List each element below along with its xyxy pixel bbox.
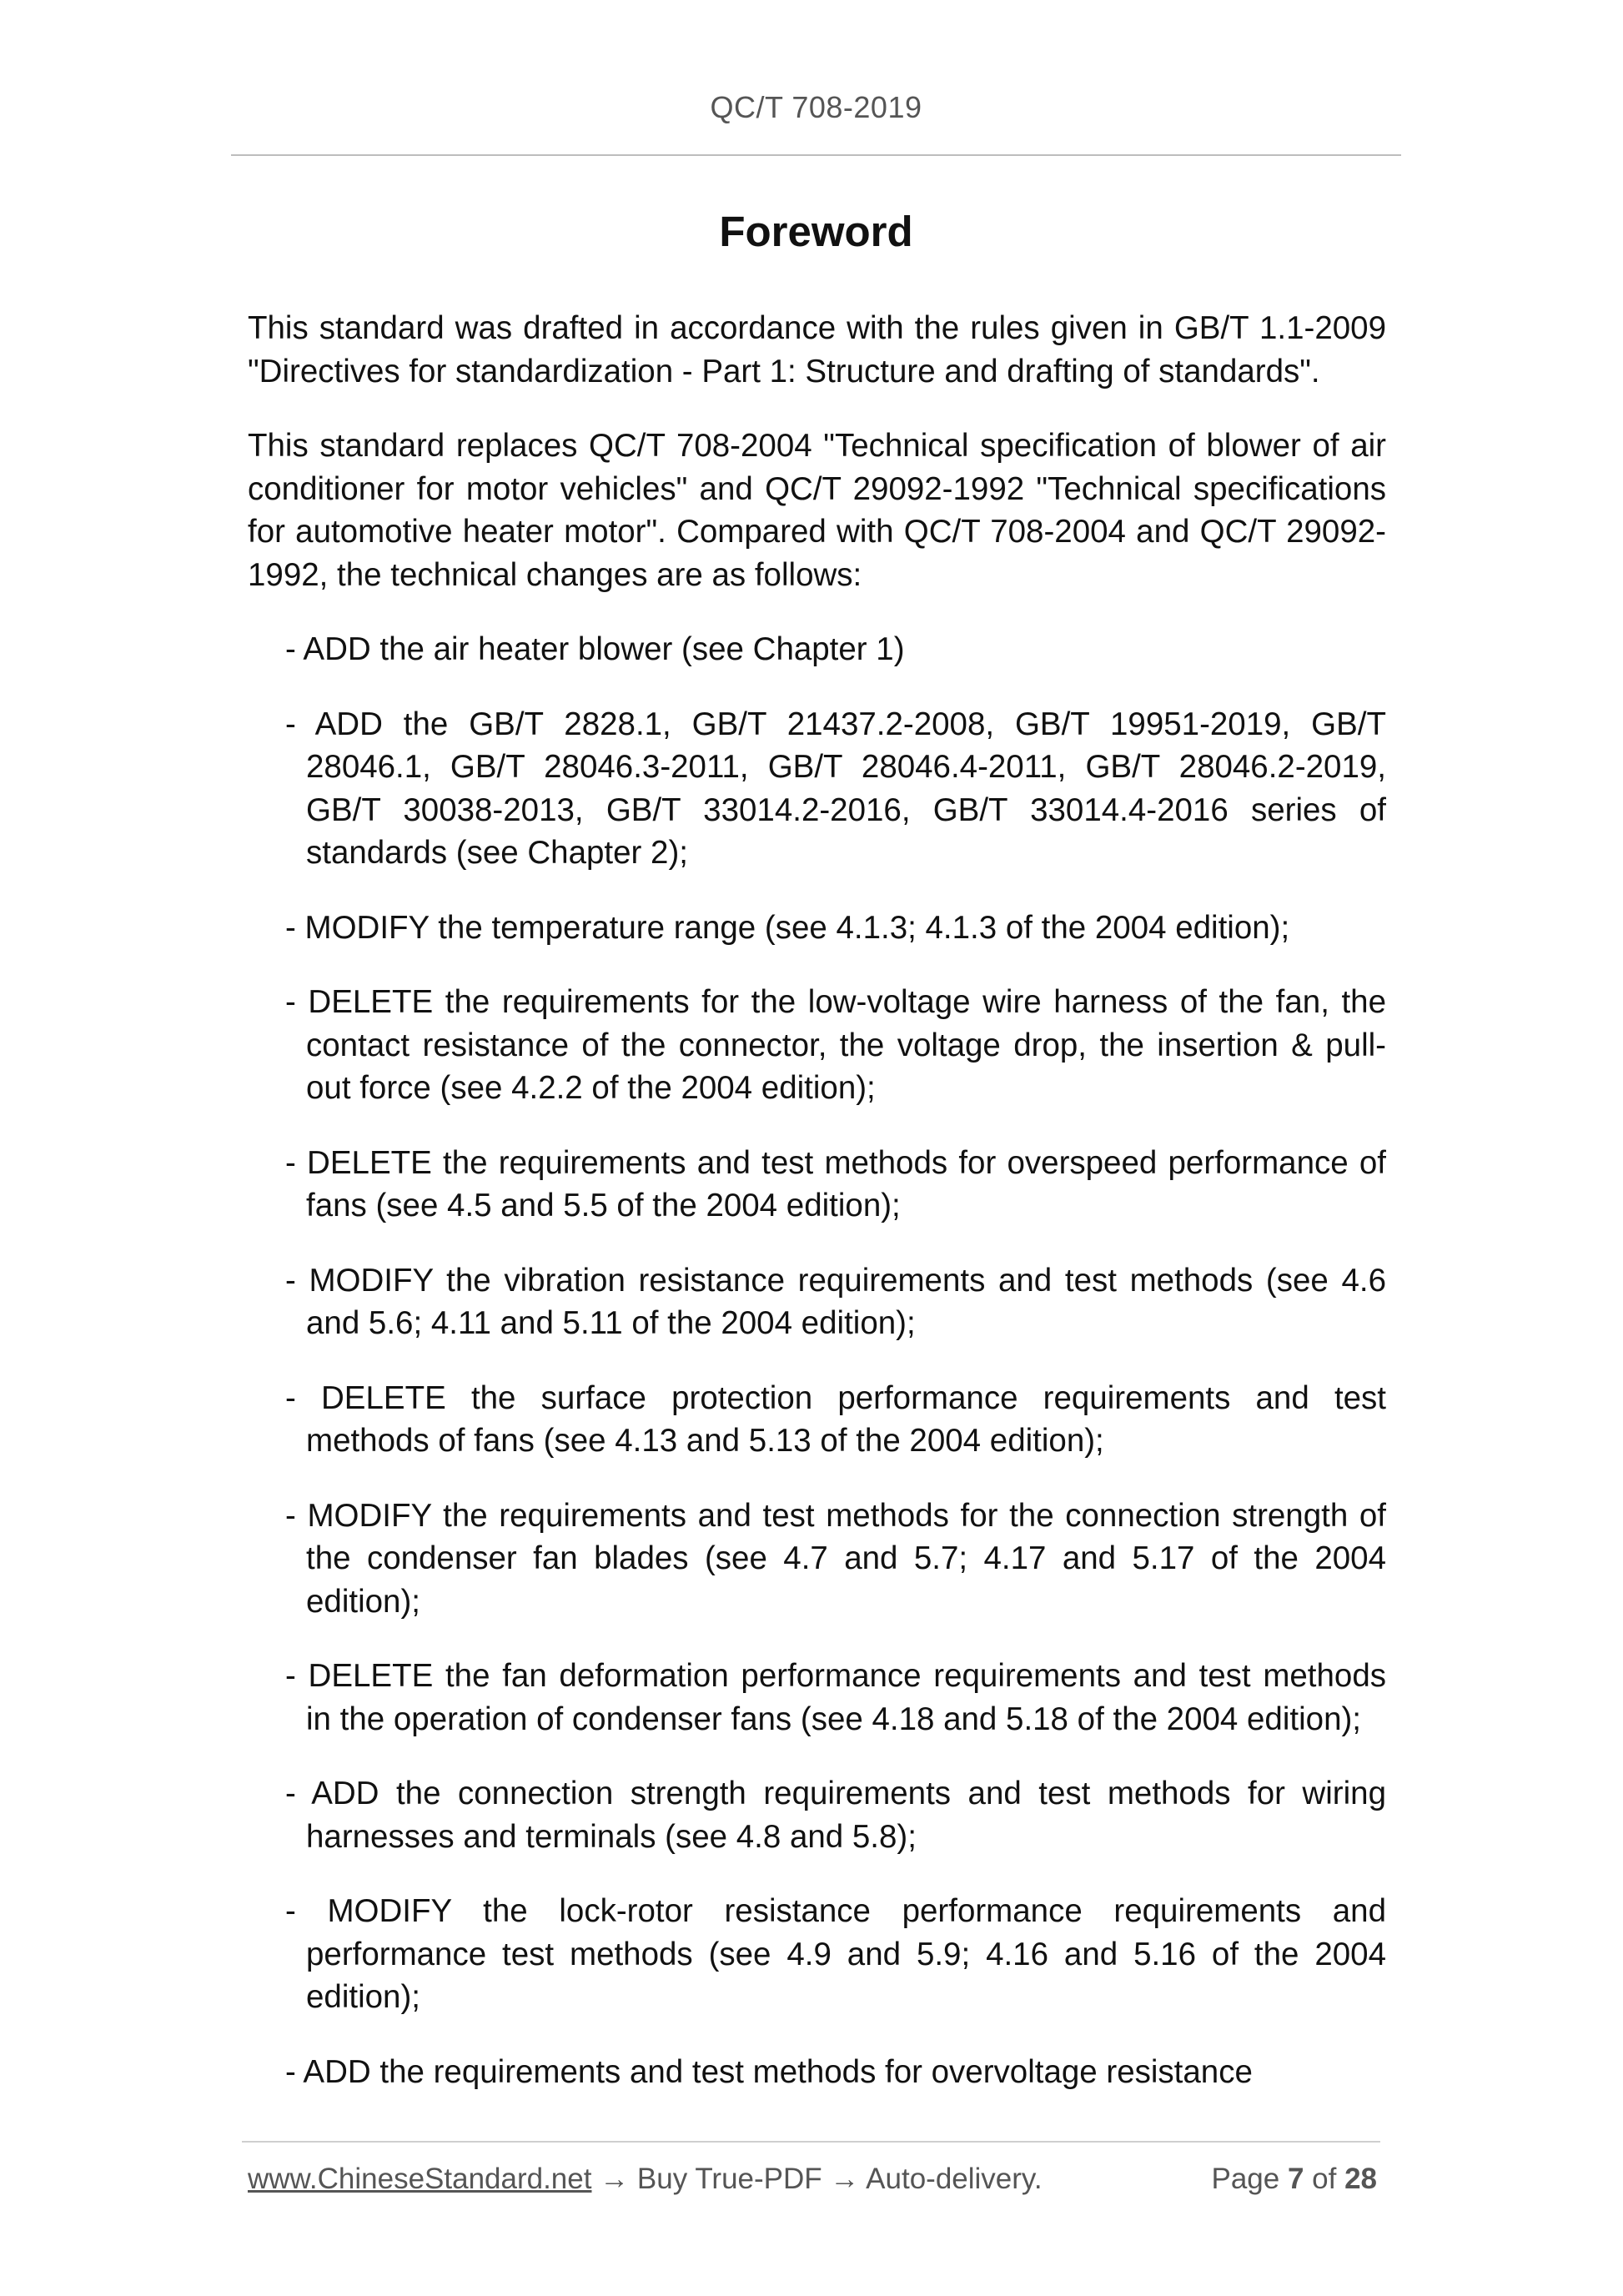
list-item: - MODIFY the requirements and test methods for the connection strength of the condenser fan blades (see 4.7 and 5.7; 4.17 and 5.17 of the 2004 edition);	[285, 1497, 1386, 1620]
page-label: Page	[1211, 2163, 1288, 2195]
replacement-paragraph: This standard replaces QC/T 708-2004 "Technical specification of blower of air conditioner for motor vehicles" and QC/T 29092-1992 "Technical specifications for automotive heater motor". Compared with QC/T 708-2004 and QC/T 29092-1992, the technical changes are as follows:	[248, 428, 1386, 593]
list-item: - MODIFY the vibration resistance requirements and test methods (see 4.6 and 5.6; 4.11 and 5.11 of the 2004 edition);	[285, 1262, 1386, 1341]
header-divider	[231, 154, 1401, 156]
list-item: - DELETE the surface protection performance requirements and test methods of fans (see 4.13 and 5.13 of the 2004 edition);	[285, 1379, 1386, 1459]
list-item: - ADD the GB/T 2828.1, GB/T 21437.2-2008, GB/T 19951-2019, GB/T 28046.1, GB/T 28046.3-2011, GB/T 28046.4-2011, GB/T 28046.2-2019, GB/T 30038-2013, GB/T 33014.2-2016, GB/T 33014.4-2016 series of standards (see Chapter 2);	[285, 706, 1386, 871]
list-item: - ADD the air heater blower (see Chapter 1)	[285, 631, 905, 667]
arrow-right-icon: →	[830, 2163, 860, 2195]
arrow-right-icon: →	[600, 2163, 630, 2195]
footer-promo	[248, 2163, 1043, 2196]
page-counter	[1211, 2163, 1377, 2196]
total-page-number: 28	[1344, 2163, 1377, 2195]
list-item: - DELETE the requirements and test methods for overspeed performance of fans (see 4.5 and 5.5 of the 2004 edition);	[285, 1144, 1386, 1223]
page-of-label: of	[1304, 2163, 1345, 2195]
list-item: - DELETE the fan deformation performance requirements and test methods in the operation of condenser fans (see 4.18 and 5.18 of the 2004 edition);	[285, 1658, 1386, 1737]
buy-true-pdf-text: Buy True-PDF	[629, 2163, 831, 2195]
technical-changes-list	[248, 628, 1386, 2093]
site-link[interactable]: www.ChineseStandard.net	[248, 2163, 592, 2195]
footer-divider	[242, 2141, 1380, 2143]
space	[591, 2163, 600, 2195]
auto-delivery-text: Auto-delivery.	[859, 2163, 1043, 2195]
header-doc-id: QC/T 708-2019	[710, 90, 922, 124]
intro-paragraph: This standard was drafted in accordance with the rules given in GB/T 1.1-2009 "Directives for standardization - Part 1: Structure and drafting of standards".	[248, 310, 1386, 389]
page-footer	[248, 2163, 1382, 2204]
document-body	[248, 307, 1386, 2125]
list-item: - MODIFY the temperature range (see 4.1.3; 4.1.3 of the 2004 edition);	[285, 909, 1290, 946]
list-item: - ADD the connection strength requirements and test methods for wiring harnesses and terminals (see 4.8 and 5.8);	[285, 1776, 1386, 1855]
list-item: - MODIFY the lock-rotor resistance performance requirements and performance test methods (see 4.9 and 5.9; 4.16 and 5.16 of the 2004 edition);	[285, 1893, 1386, 2015]
current-page-number: 7	[1287, 2163, 1304, 2195]
list-item: - DELETE the requirements for the low-voltage wire harness of the fan, the contact resistance of the connector, the voltage drop, the insertion & pull-out force (see 4.2.2 of the 2004 edition);	[285, 984, 1386, 1106]
page-title: Foreword	[719, 208, 913, 255]
list-item: - ADD the requirements and test methods for overvoltage resistance	[285, 2053, 1253, 2090]
